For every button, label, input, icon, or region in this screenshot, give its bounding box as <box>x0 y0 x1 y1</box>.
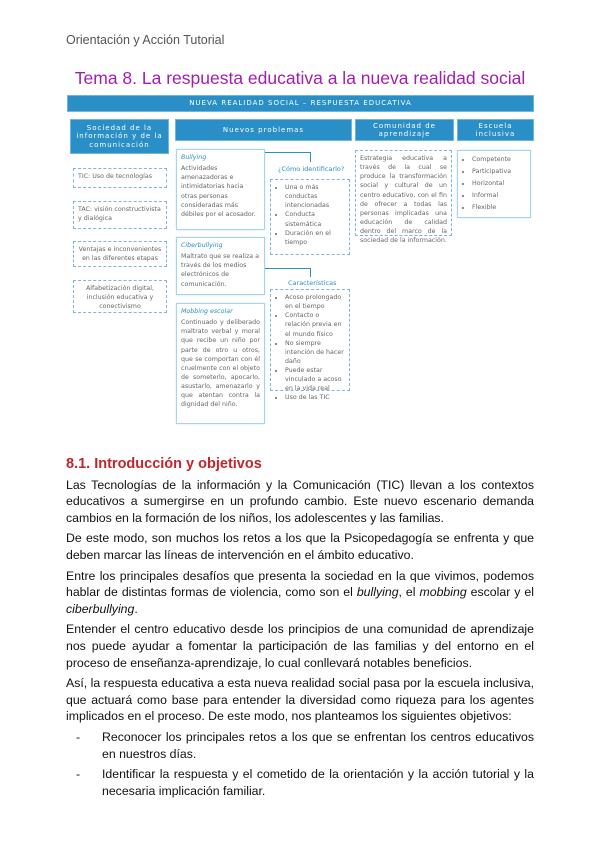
paragraph: Entender el centro educativo desde los principios de una comunidad de aprendizaje nos puede ayudar a fomentar la participación de las familias y del entorno en el proceso de enseñanza-aprendizaje, lo cual conllevará notables beneficios. <box>66 622 534 670</box>
cyberbullying-box <box>176 237 265 295</box>
col4-item: • Participativa <box>472 166 526 178</box>
section-heading: 8.1. Introducción y objetivos <box>66 456 262 472</box>
objective-text: Reconocer los principales retos a los que se enfrentan los centros educativos en nuestros días. <box>102 729 534 761</box>
text: . <box>134 601 138 616</box>
col3-header: Comunidad de aprendizaje <box>355 119 454 141</box>
text: Entre los principales desafíos que presenta la sociedad en la que vivimos, podemos hablar de distintas formas de violencia, como son el <box>66 568 534 600</box>
bullying-box <box>176 149 265 230</box>
text: escolar y el <box>466 585 534 600</box>
bullying-title: Bullying <box>181 154 207 161</box>
paragraph: Así, la respuesta educativa a esta nueva realidad social pasa por la escuela inclusiva, que actuará como base para entender la diversidad como riqueza para los agentes implicados en el proceso. De este modo, nos planteamos los siguientes objetivos: <box>66 676 534 724</box>
identify-label: ¿Cómo identificarlo? <box>278 165 345 173</box>
bullet: - <box>76 729 81 744</box>
italic-term: mobbing <box>419 585 467 600</box>
diagram-top-bar: NUEVA REALIDAD SOCIAL – RESPUESTA EDUCATIVA <box>67 95 534 112</box>
italic-term: bullying <box>356 585 399 600</box>
cyberbullying-title: Ciberbullying <box>181 242 223 249</box>
col4-item: • Competente <box>472 154 526 166</box>
identify-item: • Duración en el tiempo <box>285 229 345 247</box>
col3-box: Estrategia educativa a través de la cual se produce la transformación social y cultural de un centro educativo, con el fin de ofrecer a todas las personas implicadas una educación de calidad dentro del marco de la sociedad de la información. <box>355 150 452 236</box>
bullying-text: Actividades amenazadoras e intimidatorias hacia otras personas consideradas más débiles por el acosador. <box>181 165 256 218</box>
identify-box <box>270 179 350 255</box>
cyberbullying-text: Maltrato que se realiza a través de los medios electrónicos de comunicación. <box>181 253 260 288</box>
col4-item: • Horizontal <box>472 178 526 190</box>
col1-item: Ventajas e inconvenientes en las diferentes etapas <box>73 241 167 267</box>
mobbing-text: Continuado y deliberado maltrato verbal y moral que recibe un niño por parte de otro u otros, que se comportan con él cruelmente con el objeto de someterlo, apocarlo, asustarlo, amenazarlo y que atentan contra la dignidad del niño. <box>181 319 260 409</box>
features-box <box>270 289 350 402</box>
identify-item: • Conducta sistemática <box>285 210 345 228</box>
col1-item: Alfabetización digital, inclusión educativa y conectivismo <box>73 280 167 313</box>
features-item: • Uso de las TIC <box>285 393 345 402</box>
italic-term: ciberbullying <box>66 601 135 616</box>
bullet: - <box>76 767 81 782</box>
features-item: • No siempre intención de hacer daño <box>285 339 345 366</box>
features-item: • Contacto o relación previa en el mundo físico <box>285 311 345 338</box>
col4-item: • Flexible <box>472 202 526 214</box>
col2-header: Nuevos problemas <box>175 119 352 141</box>
mobbing-title: Mobbing escolar <box>181 308 233 315</box>
objective-text: Identificar la respuesta y el cometido de la orientación y la acción tutorial y la necesaria implicación familiar. <box>102 767 534 798</box>
features-item: • Acoso prolongado en el tiempo <box>285 293 345 311</box>
section-body <box>66 456 534 803</box>
running-header: Orientación y Acción Tutorial <box>66 33 225 47</box>
connector-line <box>265 268 311 277</box>
col4-item: • Informal <box>472 190 526 202</box>
col4-header: Escuela inclusiva <box>457 119 534 141</box>
paragraph: De este modo, son muchos los retos a los que la Psicopedagogía se enfrenta y que deben marcar las líneas de intervención en el ámbito educativo. <box>66 531 534 562</box>
paragraph <box>66 568 534 618</box>
features-label: Características <box>288 279 337 287</box>
col1-item: TIC: Uso de tecnologías <box>73 168 167 188</box>
page-title: Tema 8. La respuesta educativa a la nueva realidad social <box>74 68 526 88</box>
identify-item: • Una o más conductas intencionadas <box>285 183 345 210</box>
paragraph: Las Tecnologías de la información y la Comunicación (TIC) llevan a los contextos educativos a sumergirse en un profundo cambio. Este nuevo escenario demanda cambios en la formación de los niños, los adolescentes y las familias. <box>66 477 534 525</box>
objective-item <box>66 766 534 799</box>
connector-line <box>265 152 311 162</box>
features-item: • Puede estar vinculado a acoso en la vida real <box>285 366 345 393</box>
mobbing-box <box>176 303 265 424</box>
col4-box <box>457 150 531 218</box>
objectives-list <box>66 729 534 799</box>
col1-header: Sociedad de la información y de la comunicación <box>70 119 169 154</box>
text: , el <box>398 585 420 600</box>
objective-item <box>66 729 534 762</box>
col1-item: TAC: visión constructivista y dialógica <box>73 201 167 229</box>
